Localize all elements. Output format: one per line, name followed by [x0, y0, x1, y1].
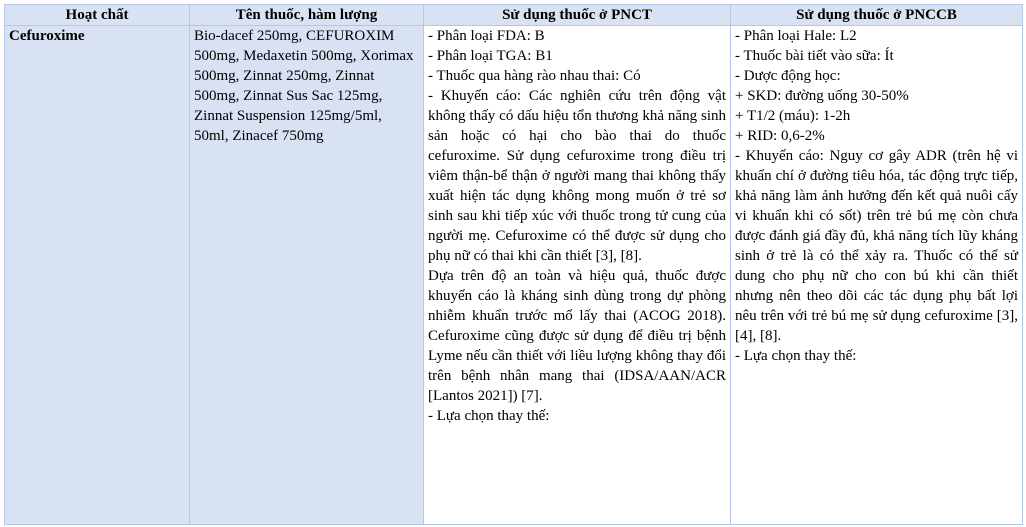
table-header	[5, 5, 1023, 26]
pnccb-alternatives: - Lựa chọn thay thế:	[735, 348, 857, 364]
pnccb-rid: + RID: 0,6-2%	[735, 128, 825, 144]
drug-info-table	[4, 4, 1023, 525]
header-breastfeeding-use: Sử dụng thuốc ở PNCCB	[731, 5, 1023, 26]
pnct-recommendation: - Khuyến cáo: Các nghiên cứu trên động vật không thấy có dấu hiệu tổn thương khả năng sinh sản hoặc có hại cho bào thai do thuốc cefuroxime. Sử dụng cefuroxime trong điều trị viêm thận-bể thận ở người mang thai không thấy xuất hiện tác dụng không mong muốn ở trẻ sơ sinh sau khi tiếp xúc với thuốc trong tử cung của người mẹ. Cefuroxime có thể được sử dụng cho phụ nữ có thai khi cần thiết [3], [8].	[428, 88, 726, 264]
header-row	[5, 5, 1023, 26]
pnct-alternatives: - Lựa chọn thay thế:	[428, 408, 550, 424]
pnccb-recommendation: - Khuyến cáo: Nguy cơ gây ADR (trên hệ vi khuẩn chí ở đường tiêu hóa, tác động trực tiếp, khả năng làm ảnh hưởng đến kết quả nuôi cấy vi khuẩn khi có sốt) trên trẻ bú mẹ còn chưa được đánh giá đầy đủ, khả năng tích lũy kháng sinh ở trẻ là có thể xảy ra. Thuốc có thể sử dung cho phụ nữ cho con bú khi cần thiết nhưng nên theo dõi các tác dụng phụ bất lợi nêu trên với trẻ bú mẹ sử dụng cefuroxime [3], [4], [8].	[735, 148, 1018, 344]
pnccb-milk-excretion: - Thuốc bài tiết vào sữa: Ít	[735, 48, 894, 64]
pnct-tga-category: - Phân loại TGA: B1	[428, 48, 553, 64]
breastfeeding-use-cell	[731, 26, 1023, 525]
active-ingredient-cell: Cefuroxime	[5, 26, 190, 525]
pnccb-bioavailability: + SKD: đường uống 30-50%	[735, 88, 909, 104]
pnct-fda-category: - Phân loại FDA: B	[428, 28, 545, 44]
pnct-placenta-crossing: - Thuốc qua hàng rào nhau thai: Có	[428, 68, 641, 84]
pnccb-pharmacokinetics: - Dược động học:	[735, 68, 841, 84]
header-drug-names: Tên thuốc, hàm lượng	[190, 5, 424, 26]
pnccb-hale-category: - Phân loại Hale: L2	[735, 28, 857, 44]
pregnancy-use-cell	[424, 26, 731, 525]
pnct-recommendation-detail: Dựa trên độ an toàn và hiệu quả, thuốc được khuyến cáo là kháng sinh dùng trong dự phòng nhiễm khuẩn trước mổ lấy thai (ACOG 2018). Cefuroxime cũng được sử dụng để điều trị bệnh Lyme nếu cần thiết với liều lượng không thay đổi trên bệnh nhân mang thai (IDSA/AAN/ACR [Lantos 2021]) [7].	[428, 268, 726, 404]
header-active-ingredient: Hoạt chất	[5, 5, 190, 26]
drug-names-cell: Bio-dacef 250mg, CEFUROXIM 500mg, Medaxetin 500mg, Xorimax 500mg, Zinnat 250mg, Zinnat 500mg, Zinnat Sus Sac 125mg, Zinnat Suspension 125mg/5ml, 50ml, Zinacef 750mg	[190, 26, 424, 525]
header-pregnancy-use: Sử dụng thuốc ở PNCT	[424, 5, 731, 26]
table-row	[5, 26, 1023, 525]
pnccb-half-life: + T1/2 (máu): 1-2h	[735, 108, 851, 124]
